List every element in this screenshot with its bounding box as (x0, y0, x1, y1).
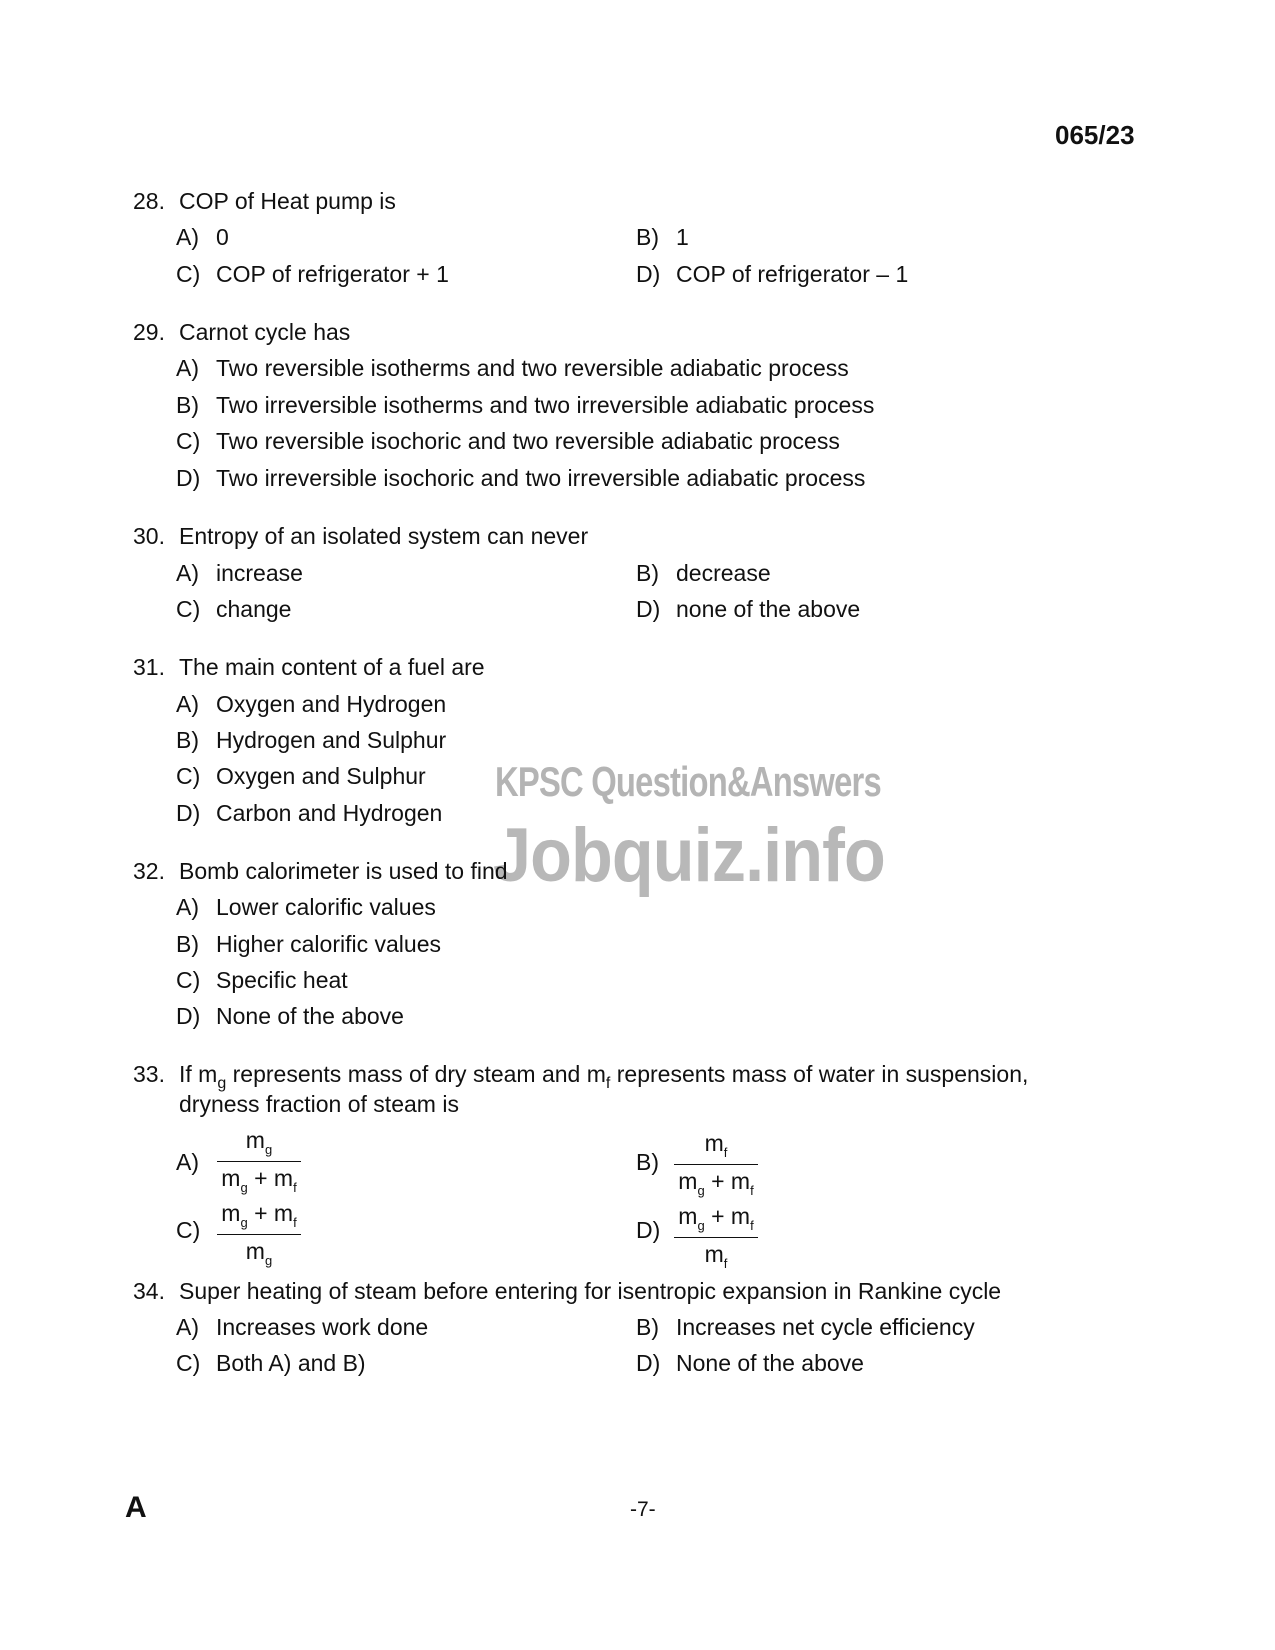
option-31-a: A) Oxygen and Hydrogen (176, 691, 447, 717)
option-34-d: D) None of the above (636, 1350, 864, 1376)
option-32-c: C) Specific heat (176, 967, 348, 993)
question-31 (133, 653, 485, 681)
option-29-d: D) Two irreversible isochoric and two irreversible adiabatic process (176, 465, 866, 491)
option-34-a: A) Increases work done (176, 1314, 429, 1340)
question-text: COP of Heat pump is (179, 188, 396, 214)
option-32-a: A) Lower calorific values (176, 894, 436, 920)
watermark-line2: Jobquiz.info (493, 813, 885, 898)
option-33-d-label: D) (636, 1217, 661, 1243)
page-number: -7- (630, 1498, 656, 1521)
option-29-a: A) Two reversible isotherms and two reversible adiabatic process (176, 355, 849, 381)
option-30-d: D) none of the above (636, 596, 861, 622)
option-30-a: A) increase (176, 560, 303, 586)
option-34-c: C) Both A) and B) (176, 1350, 366, 1376)
option-33-c-label: C) (176, 1217, 201, 1243)
series-letter: A (125, 1491, 147, 1524)
question-34 (133, 1277, 1001, 1305)
option-29-b: B) Two irreversible isotherms and two irreversible adiabatic process (176, 392, 875, 418)
option-33-d-fraction: $\frac{m_g + m_f}{m_f}$ (674, 1203, 758, 1271)
question-30 (133, 522, 588, 550)
question-text: Bomb calorimeter is used to find (179, 858, 508, 884)
question-number: 31. (133, 654, 165, 680)
option-33-a-label: A) (176, 1149, 199, 1175)
option-33-b-fraction: $\frac{m_f}{m_g + m_f}$ (674, 1130, 758, 1198)
question-number: 32. (133, 858, 165, 884)
option-28-b: B) 1 (636, 224, 689, 250)
option-28-a: A) 0 (176, 224, 229, 250)
question-number: 29. (133, 319, 165, 345)
paper-code: 065/23 (1055, 120, 1135, 150)
option-34-b: B) Increases net cycle efficiency (636, 1314, 975, 1340)
option-33-b-label: B) (636, 1149, 659, 1175)
watermark-line1: KPSC Question&Answers (495, 758, 881, 805)
option-31-d: D) Carbon and Hydrogen (176, 800, 443, 826)
question-28 (133, 187, 396, 215)
question-text: Entropy of an isolated system can never (179, 523, 589, 549)
option-29-c: C) Two reversible isochoric and two reversible adiabatic process (176, 428, 840, 454)
question-number: 34. (133, 1278, 165, 1304)
option-32-b: B) Higher calorific values (176, 931, 441, 957)
option-32-d: D) None of the above (176, 1003, 404, 1029)
option-30-c: C) change (176, 596, 292, 622)
question-number: 30. (133, 523, 165, 549)
question-text: If $m_g$ represents mass of dry steam and $m_f$ represents mass of water in suspension, (179, 1061, 1029, 1092)
question-29 (133, 318, 350, 346)
option-30-b: B) decrease (636, 560, 771, 586)
question-32 (133, 857, 508, 885)
option-28-d: D) COP of refrigerator – 1 (636, 261, 909, 287)
question-text: The main content of a fuel are (179, 654, 485, 680)
option-33-c-fraction: $\frac{m_g + m_f}{m_g}$ (217, 1200, 301, 1268)
option-31-b: B) Hydrogen and Sulphur (176, 727, 447, 753)
question-text: Super heating of steam before entering for isentropic expansion in Rankine cycle (179, 1278, 1002, 1304)
option-33-a-fraction: $\frac{m_g}{m_g + m_f}$ (217, 1127, 301, 1195)
question-33-line2: dryness fraction of steam is (179, 1091, 459, 1117)
question-number: 28. (133, 188, 165, 214)
option-28-c: C) COP of refrigerator + 1 (176, 261, 449, 287)
question-text: Carnot cycle has (179, 319, 351, 345)
question-number: 33. (133, 1061, 165, 1087)
option-31-c: C) Oxygen and Sulphur (176, 763, 426, 789)
